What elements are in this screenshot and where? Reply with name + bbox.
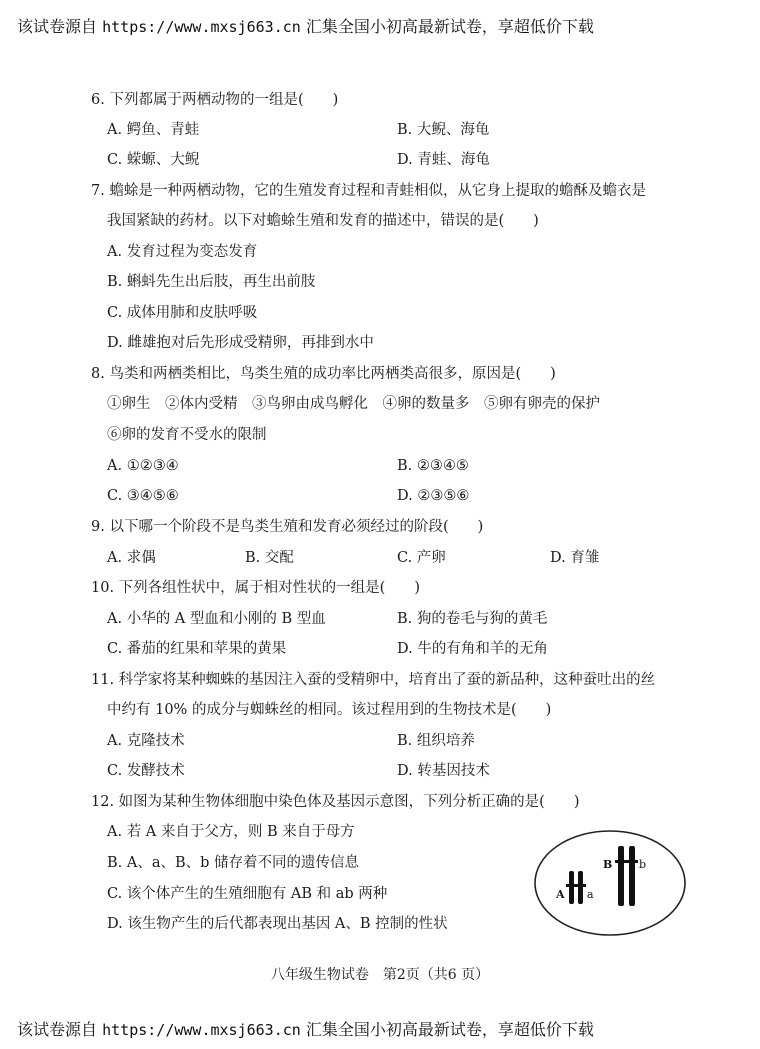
question-8-items-line2: ⑥卵的发育不受水的限制 bbox=[107, 427, 267, 443]
chromosome-large-right bbox=[629, 846, 635, 906]
question-9-option-b: B. 交配 bbox=[245, 550, 294, 566]
question-12-option-c: C. 该个体产生的生殖细胞有 AB 和 ab 两种 bbox=[107, 886, 388, 902]
question-10-option-c: C. 番茄的红果和苹果的黄果 bbox=[107, 641, 287, 657]
question-7-option-b: B. 蝌蚪先生出后肢，再生出前肢 bbox=[107, 274, 316, 290]
banner-url[interactable]: https://www.mxsj663.cn bbox=[102, 18, 301, 36]
question-9-option-a: A. 求偶 bbox=[107, 550, 156, 566]
question-7-stem-line2: 我国紧缺的药材。以下对蟾蜍生殖和发育的描述中，错误的是( ) bbox=[107, 213, 539, 229]
question-6-option-a: A. 鳄鱼、青蛙 bbox=[107, 122, 200, 138]
question-8-stem: 8. 鸟类和两栖类相比，鸟类生殖的成功率比两栖类高很多，原因是( ) bbox=[91, 366, 556, 382]
question-8-option-d: D. ②③⑤⑥ bbox=[397, 488, 470, 504]
question-6-option-c: C. 蝾螈、大鲵 bbox=[107, 152, 200, 168]
centromere-large bbox=[615, 860, 638, 863]
question-8-option-b: B. ②③④⑤ bbox=[397, 458, 469, 474]
question-10-stem: 10. 下列各组性状中，属于相对性状的一组是( ) bbox=[91, 580, 420, 596]
question-12-option-d: D. 该生物产生的后代都表现出基因 A、B 控制的性状 bbox=[107, 916, 448, 932]
gene-label-A: A bbox=[556, 888, 565, 901]
question-6-option-b: B. 大鲵、海龟 bbox=[397, 122, 490, 138]
question-8-items-line1: ①卵生 ②体内受精 ③鸟卵由成鸟孵化 ④卵的数量多 ⑤卵有卵壳的保护 bbox=[107, 396, 600, 412]
question-7-option-d: D. 雌雄抱对后先形成受精卵，再排到水中 bbox=[107, 335, 374, 351]
question-9-stem: 9. 以下哪一个阶段不是鸟类生殖和发育必须经过的阶段( ) bbox=[91, 519, 484, 535]
question-9-option-d: D. 育雏 bbox=[550, 550, 600, 566]
cell-illustration bbox=[532, 828, 688, 938]
banner-url[interactable]: https://www.mxsj663.cn bbox=[102, 1021, 301, 1039]
question-7-option-a: A. 发育过程为变态发育 bbox=[107, 244, 258, 260]
question-9-option-c: C. 产卵 bbox=[397, 550, 446, 566]
chromosome-small-right bbox=[578, 871, 583, 904]
gene-label-a: a bbox=[587, 888, 594, 901]
chromosome-large-left bbox=[618, 846, 624, 906]
page-footer: 八年级生物试卷 第2页（共6 页） bbox=[270, 967, 490, 983]
banner-suffix: 汇集全国小初高最新试卷，享超低价下载 bbox=[305, 17, 594, 36]
question-11-option-b: B. 组织培养 bbox=[397, 733, 475, 749]
banner-suffix: 汇集全国小初高最新试卷，享超低价下载 bbox=[305, 1020, 594, 1039]
question-10-option-b: B. 狗的卷毛与狗的黄毛 bbox=[397, 611, 548, 627]
cell-outline bbox=[535, 831, 685, 935]
question-7-option-c: C. 成体用肺和皮肤呼吸 bbox=[107, 305, 258, 321]
gene-label-b: b bbox=[639, 858, 647, 871]
question-12-option-b: B. A、a、B、b 储存着不同的遗传信息 bbox=[107, 855, 360, 871]
question-11-stem-line1: 11. 科学家将某种蜘蛛的基因注入蚕的受精卵中，培育出了蚕的新品种，这种蚕吐出的丝 bbox=[91, 672, 656, 688]
question-12-option-a: A. 若 A 来自于父方，则 B 来自于母方 bbox=[107, 824, 355, 840]
question-11-stem-line2: 中约有 10% 的成分与蜘蛛丝的相同。该过程用到的生物技术是( ) bbox=[107, 702, 552, 718]
source-banner-top bbox=[17, 14, 594, 37]
question-8-option-a: A. ①②③④ bbox=[107, 458, 179, 474]
question-10-option-d: D. 牛的有角和羊的无角 bbox=[397, 641, 548, 657]
banner-prefix: 该试卷源自 bbox=[17, 1020, 98, 1039]
question-10-option-a: A. 小华的 A 型血和小刚的 B 型血 bbox=[107, 611, 326, 627]
question-8-option-c: C. ③④⑤⑥ bbox=[107, 488, 179, 504]
question-7-stem-line1: 7. 蟾蜍是一种两栖动物，它的生殖发育过程和青蛙相似，从它身上提取的蟾酥及蟾衣是 bbox=[91, 183, 646, 199]
question-11-option-d: D. 转基因技术 bbox=[397, 763, 490, 779]
banner-prefix: 该试卷源自 bbox=[17, 17, 98, 36]
chromosome-small-left bbox=[569, 871, 574, 904]
source-banner-bottom bbox=[17, 1017, 594, 1040]
question-12-stem: 12. 如图为某种生物体细胞中染色体及基因示意图，下列分析正确的是( ) bbox=[91, 794, 580, 810]
question-11-option-a: A. 克隆技术 bbox=[107, 733, 185, 749]
question-11-option-c: C. 发酵技术 bbox=[107, 763, 185, 779]
chromosome-diagram bbox=[532, 828, 688, 938]
question-6-stem: 6. 下列都属于两栖动物的一组是( ) bbox=[91, 92, 339, 108]
centromere-small bbox=[566, 884, 586, 887]
question-6-option-d: D. 青蛙、海龟 bbox=[397, 152, 490, 168]
gene-label-B: B bbox=[603, 858, 613, 871]
